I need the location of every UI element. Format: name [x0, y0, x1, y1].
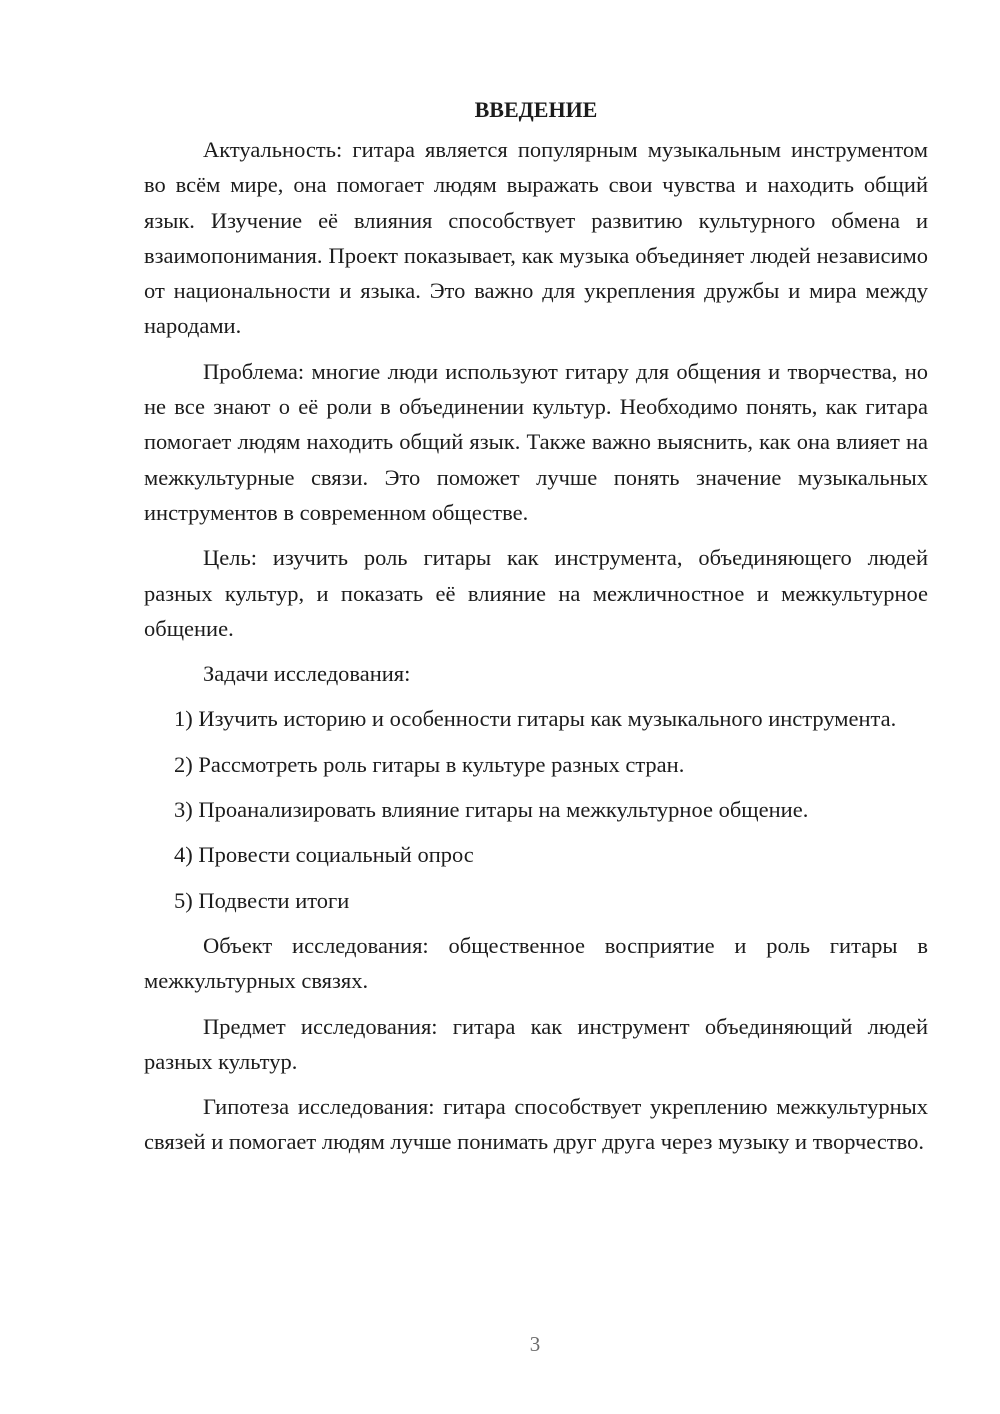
task-item-5: 5) Подвести итоги: [174, 887, 350, 913]
paragraph-hypothesis: Гипотеза исследования: гитара способствует укреплению межкультурных связей и помогает людям лучше понимать друг друга через музыку и творчество.: [144, 1094, 928, 1155]
paragraph-relevance: Актуальность: гитара является популярным музыкальным инструментом во всём мире, она помогает людям выражать свои чувства и находить общий язык. Изучение её влияния способствует развитию культурного обмена и взаимопонимания. Проект показывает, как музыка объединяет людей независимо от национальности и языка. Это важно для укрепления дружбы и мира между народами.: [144, 137, 928, 339]
task-item-4: 4) Провести социальный опрос: [174, 842, 474, 868]
paragraph-goal: Цель: изучить роль гитары как инструмента, объединяющего людей разных культур, и показать её влияние на межличностное и межкультурное общение.: [144, 545, 928, 641]
task-item-1: 1) Изучить историю и особенности гитары как музыкального инструмента.: [174, 706, 897, 732]
page-number: 3: [529, 1332, 541, 1356]
paragraph-problem: Проблема: многие люди используют гитару для общения и творчества, но не все знают о её роли в объединении культур. Необходимо понять, как гитара помогает людям находить общий язык. Также важно выяснить, как она влияет на межкультурные связи. Это поможет лучше понять значение музыкальных инструментов в современном обществе.: [144, 358, 928, 525]
document-page: [144, 92, 928, 1170]
paragraph-subject: Предмет исследования: гитара как инструмент объединяющий людей разных культур.: [144, 1013, 928, 1074]
page-title: ВВЕДЕНИЕ: [474, 97, 598, 122]
task-item-2: 2) Рассмотреть роль гитары в культуре разных стран.: [174, 751, 685, 777]
paragraph-tasks-heading: Задачи исследования:: [203, 661, 411, 687]
paragraph-object: Объект исследования: общественное восприятие и роль гитары в межкультурных связях.: [144, 932, 928, 994]
task-item-3: 3) Проанализировать влияние гитары на межкультурное общение.: [174, 797, 809, 823]
